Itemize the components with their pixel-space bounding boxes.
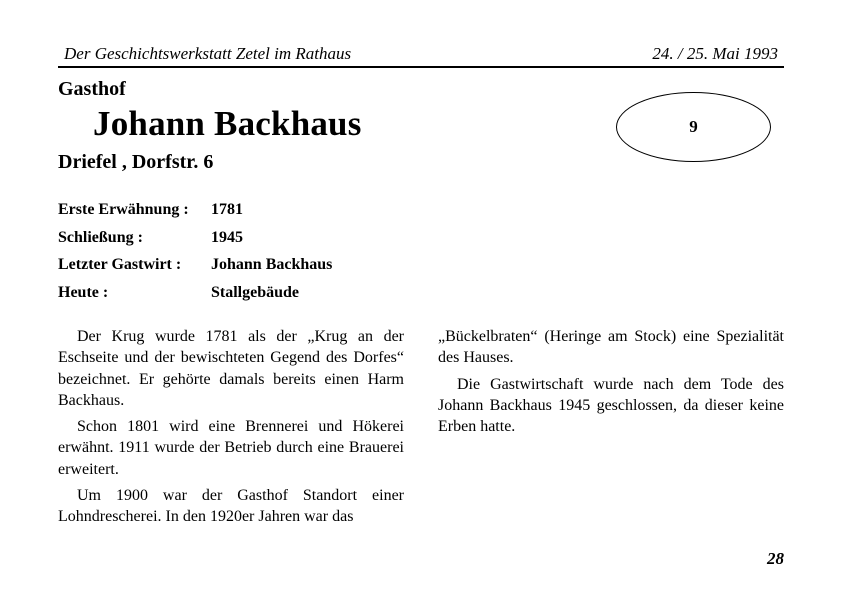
fact-label: Schließung : (58, 228, 143, 246)
text-column-left (58, 326, 404, 533)
kicker-label: Gasthof (58, 78, 126, 100)
fact-label: Erste Erwähnung : (58, 201, 189, 218)
number-badge (616, 92, 771, 162)
text-column-right (438, 326, 784, 442)
fact-value: 1945 (211, 228, 243, 246)
address-subtitle: Driefel , Dorfstr. 6 (58, 151, 214, 173)
header-left-text: Der Geschichtswerkstatt Zetel im Rathaus (64, 44, 352, 63)
page-number: 28 (767, 549, 784, 568)
header-date: 24. / 25. Mai 1993 (652, 44, 778, 63)
fact-label: Heute : (58, 283, 109, 301)
page-title: Johann Backhaus (93, 104, 362, 143)
badge-number: 9 (689, 117, 698, 136)
page-header (58, 42, 784, 68)
fact-value: Stallgebäude (211, 283, 300, 301)
paragraph: Die Gastwirtschaft wurde nach dem Tode des Johann Backhaus 1945 geschlossen, da dieser keine Erben hatte. (438, 375, 784, 436)
fact-value: Johann Backhaus (211, 256, 333, 273)
fact-value: 1781 (211, 201, 243, 218)
fact-label: Letzter Gastwirt : (58, 256, 182, 273)
paragraph: Schon 1801 wird eine Brennerei und Hökerei erwähnt. 1911 wurde der Betrieb durch eine Brauerei erweitert. (58, 418, 404, 478)
paragraph: Um 1900 war der Gasthof Standort einer Lohndrescherei. In den 1920er Jahren war das (58, 487, 404, 526)
paragraph: Der Krug wurde 1781 als der „Krug an der Eschseite und der bewischteten Gegend des Dorfes“ bezeichnet. Er gehörte damals bereits einen Harm Backhaus. (58, 328, 404, 409)
paragraph: „Bückelbraten“ (Heringe am Stock) eine Spezialität des Hauses. (438, 328, 784, 367)
